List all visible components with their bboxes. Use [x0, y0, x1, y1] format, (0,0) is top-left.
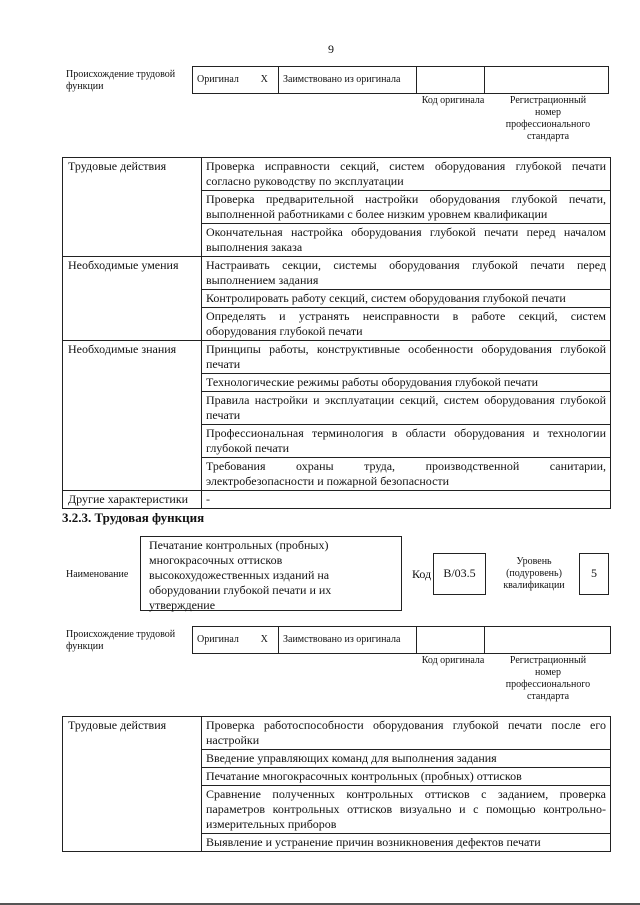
table1-item: Технологические режимы работы оборудования глубокой печати [202, 374, 611, 392]
table2-row [63, 717, 611, 750]
origin-original: Оригинал [193, 67, 251, 94]
origin-table-2 [192, 626, 611, 654]
page-number: 9 [328, 42, 334, 56]
table1-item: Принципы работы, конструктивные особенности оборудования глубокой печати [202, 341, 611, 374]
origin-reg-cell [485, 67, 609, 94]
table1-row [63, 341, 611, 374]
table1-row [63, 158, 611, 191]
origin-code-cell [417, 67, 485, 94]
table1-item: - [202, 491, 611, 509]
origin-mark-2: X [251, 627, 279, 654]
function-code-value: В/03.5 [433, 553, 486, 595]
origin-table [192, 66, 609, 94]
table2-category-label: Трудовые действия [63, 717, 202, 852]
origin-borrowed-2: Заимствовано из оригинала [279, 627, 417, 654]
table1-row [63, 491, 611, 509]
table1-item: Определять и устранять неисправности в работе секций, систем оборудования глубокой печати [202, 308, 611, 341]
table1-row [63, 257, 611, 290]
origin-label-2: Происхождение трудовой функции [66, 629, 176, 652]
table1-item: Окончательная настройка оборудования глубокой печати перед началом выполнения заказа [202, 224, 611, 257]
table1-item: Проверка предварительной настройки оборудования глубокой печати, выполненной работниками с более низким уровнем квалификации [202, 191, 611, 224]
table1-item: Профессиональная терминология в области оборудования и технологии глубокой печати [202, 425, 611, 458]
origin-code-cell-2 [417, 627, 485, 654]
origin-code-label: Код оригинала [421, 95, 485, 106]
origin-reg-label-2: Регистрационный номер профессионального стандарта [505, 655, 591, 702]
function-name-box [140, 536, 402, 611]
function-level-label: Уровень (подуровень) квалификации [503, 556, 565, 591]
work-function-table-2 [62, 716, 611, 852]
table2-item: Выявление и устранение причин возникновения дефектов печати [202, 834, 611, 852]
work-function-table-1 [62, 157, 611, 509]
table2-item: Проверка работоспособности оборудования глубокой печати после его настройки [202, 717, 611, 750]
table1-item: Контролировать работу секций, систем оборудования глубокой печати [202, 290, 611, 308]
table1-item: Требования охраны труда, производственной санитарии, электробезопасности и пожарной безопасности [202, 458, 611, 491]
table1-category-label: Необходимые умения [63, 257, 202, 341]
section-heading: 3.2.3. Трудовая функция [62, 510, 205, 525]
origin-code-label-2: Код оригинала [421, 655, 485, 666]
origin-borrowed: Заимствовано из оригинала [279, 67, 417, 94]
function-name-value: Печатание контрольных (пробных) многокрасочных оттисков высокохудожественных изданий на оборудовании глубокой печати и их утверждение [149, 538, 332, 612]
origin-reg-cell-2 [485, 627, 611, 654]
table1-item: Проверка исправности секций, систем оборудования глубокой печати согласно руководству по эксплуатации [202, 158, 611, 191]
origin-original-2: Оригинал [193, 627, 251, 654]
table1-category-label: Другие характеристики [63, 491, 202, 509]
table2-item: Сравнение полученных контрольных оттисков с заданием, проверка параметров контрольных оттисков визуально и с помощью контрольно-измерительных приборов [202, 786, 611, 834]
table1-item: Настраивать секции, системы оборудования глубокой печати перед выполнением задания [202, 257, 611, 290]
origin-reg-label: Регистрационный номер профессионального стандарта [505, 95, 591, 142]
function-code-label: Код [412, 567, 432, 581]
table1-item: Правила настройки и эксплуатации секций, систем оборудования глубокой печати [202, 392, 611, 425]
function-name-label: Наименование [66, 569, 129, 580]
origin-label: Происхождение трудовой функции [66, 69, 176, 92]
table2-item: Введение управляющих команд для выполнения задания [202, 750, 611, 768]
origin-mark: X [251, 67, 279, 94]
table2-item: Печатание многокрасочных контрольных (пробных) оттисков [202, 768, 611, 786]
function-level-value: 5 [579, 553, 609, 595]
table1-category-label: Трудовые действия [63, 158, 202, 257]
table1-category-label: Необходимые знания [63, 341, 202, 491]
